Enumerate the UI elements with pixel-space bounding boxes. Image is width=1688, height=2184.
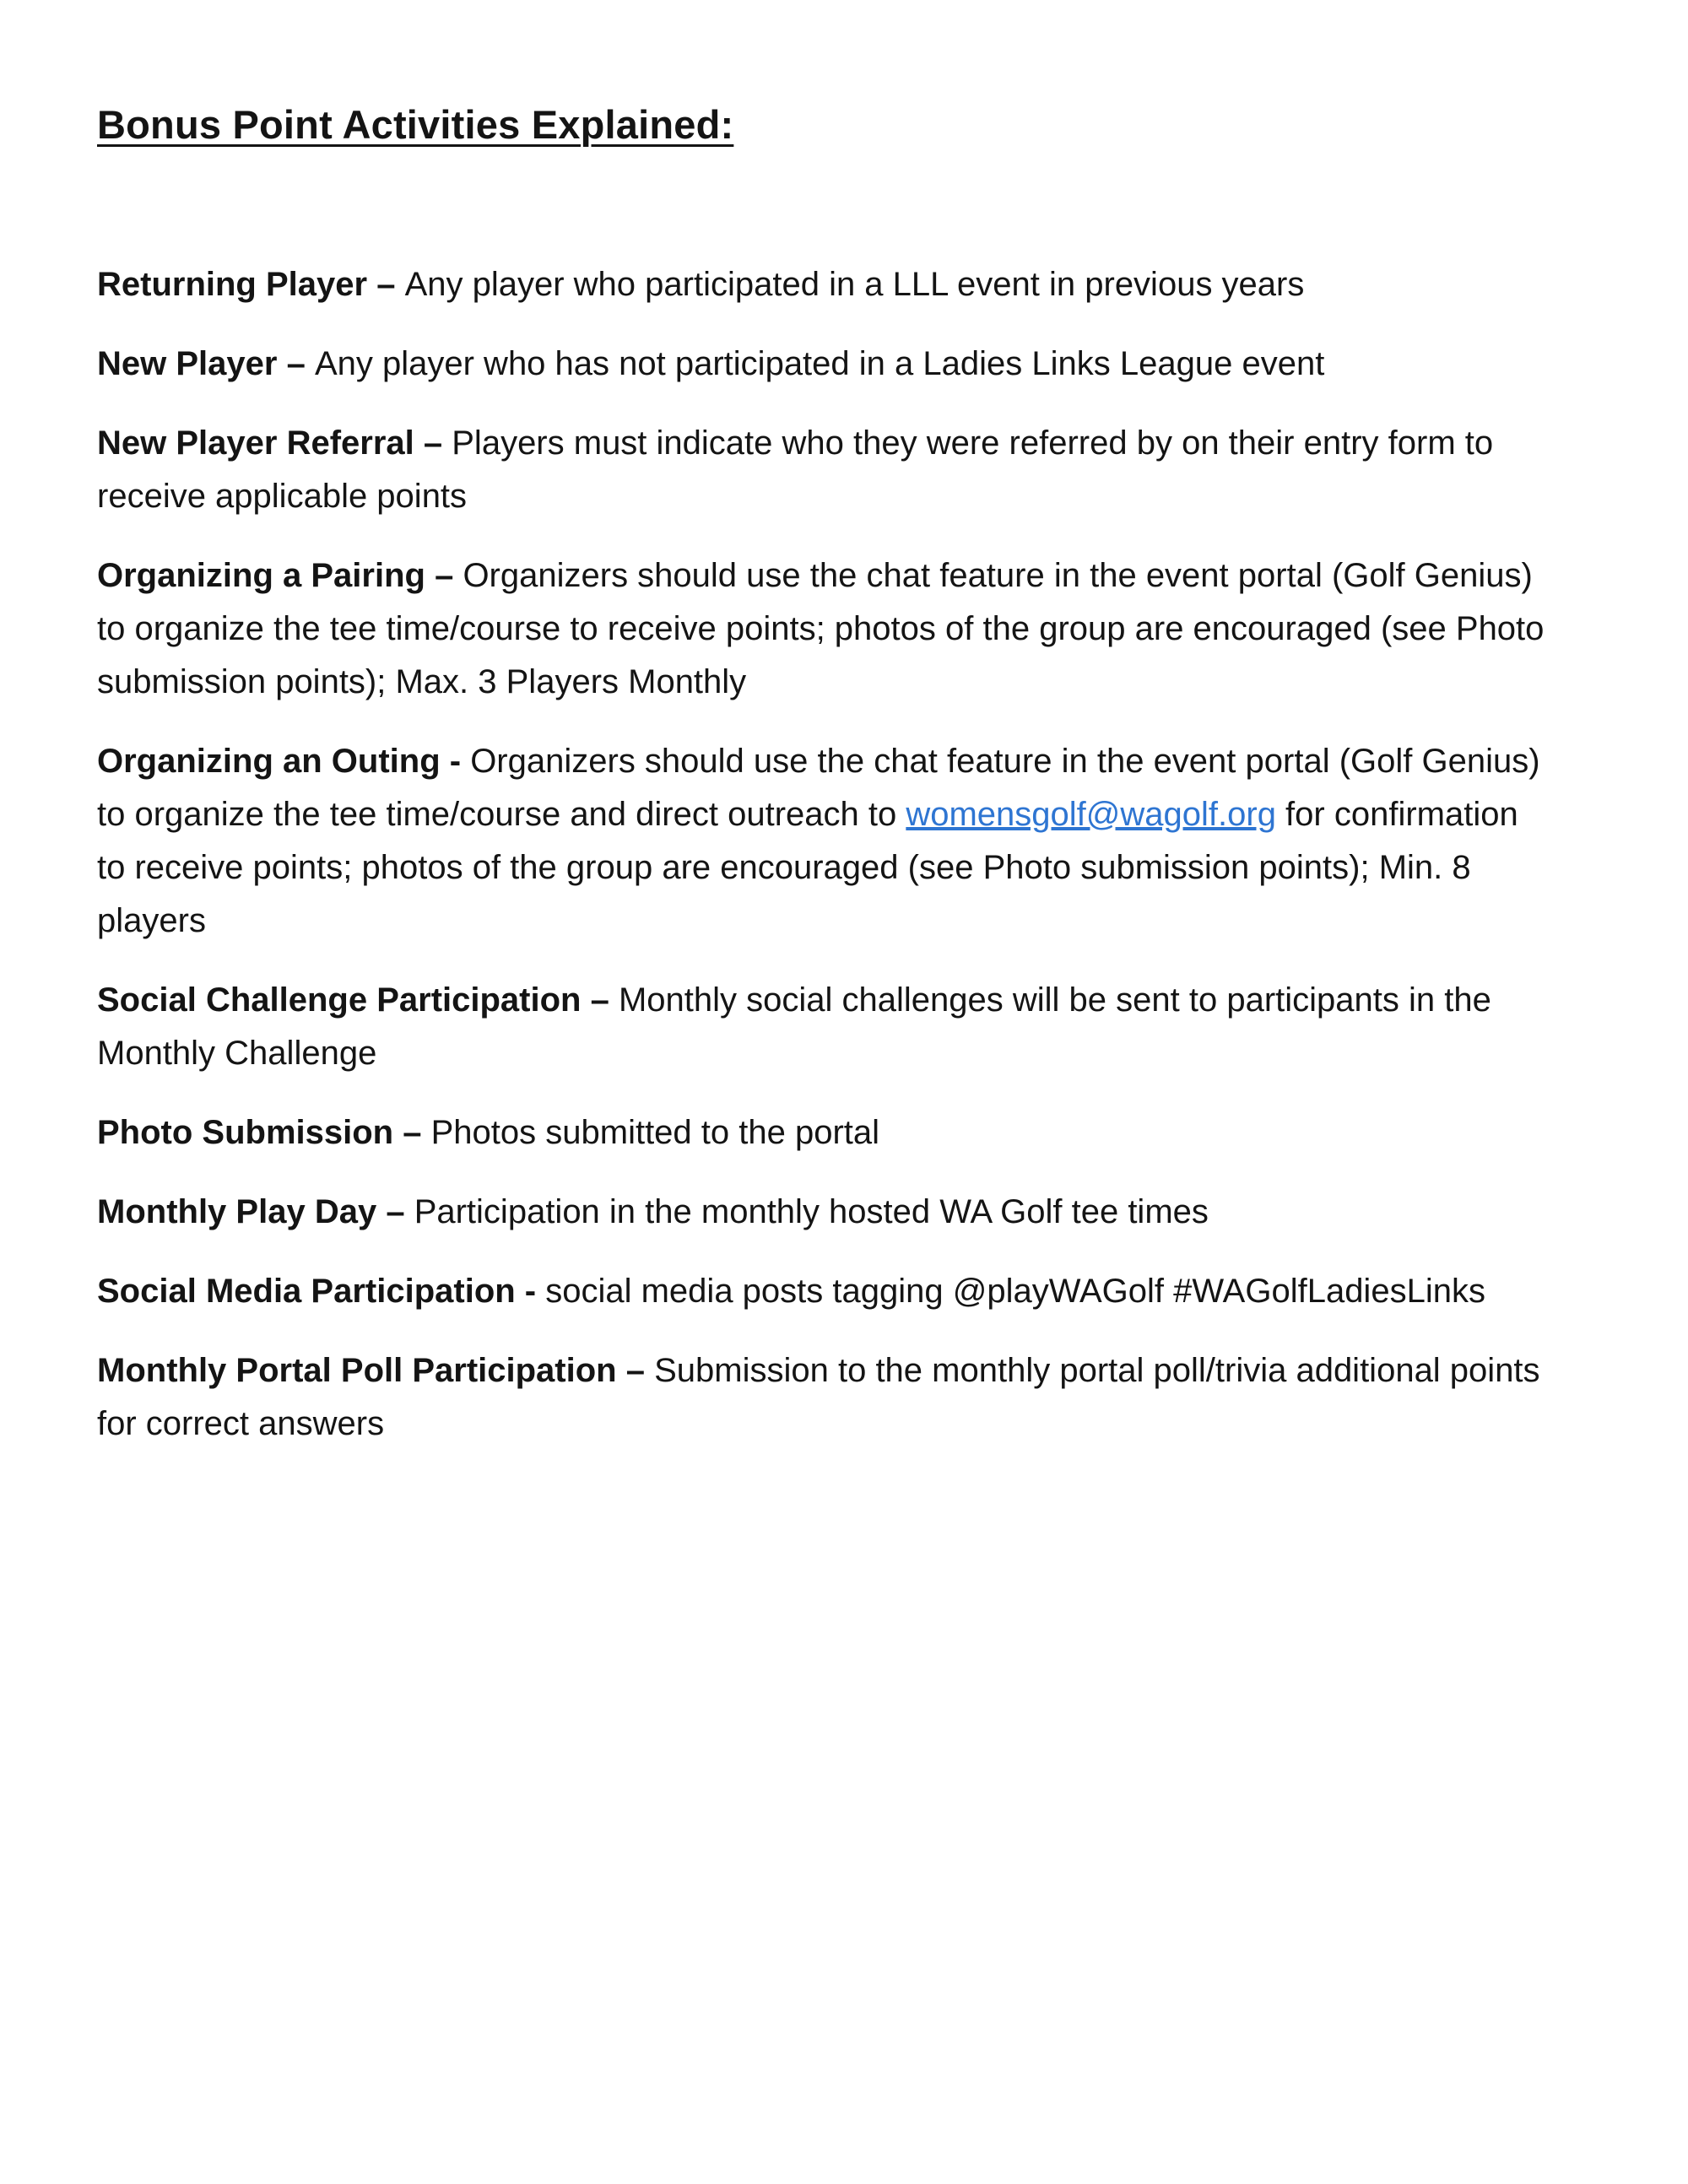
term-label: Social Media Participation [97,1273,516,1310]
paragraph-social-media-participation [97,1265,1552,1318]
term-label: Monthly Portal Poll Participation [97,1352,617,1389]
term-definition: Monthly social challenges will be sent to participants in the Monthly Challenge [97,981,1491,1072]
paragraph-social-challenge-participation [97,974,1552,1080]
term-definition: Submission to the monthly portal poll/trivia additional points for correct answers [97,1352,1540,1442]
email-link[interactable]: womensgolf@wagolf.org [906,796,1276,833]
term-separator: – [393,1114,431,1151]
term-definition-before-link: Organizers should use the chat feature in the event portal (Golf Genius) to organize the tee time/course and direct outreach to [97,743,1540,833]
term-label: Social Challenge Participation [97,981,582,1019]
term-definition: Any player who has not participated in a Ladies Links League event [314,345,1325,382]
paragraph-monthly-portal-poll-participation [97,1344,1552,1451]
term-separator: – [367,266,405,303]
paragraph-new-player [97,338,1552,391]
paragraph-new-player-referral [97,417,1552,523]
term-label: Returning Player [97,266,368,303]
paragraph-photo-submission [97,1106,1552,1160]
term-label: Photo Submission [97,1114,394,1151]
term-separator: – [616,1352,655,1389]
paragraph-returning-player [97,258,1552,311]
term-label: New Player [97,345,278,382]
term-label: New Player Referral [97,424,414,462]
term-definition: Organizers should use the chat feature in the event portal (Golf Genius) to organize the tee time/course to receive points; photos of the group are encouraged (see Photo submission points); Max. 3 Players Monthly [97,557,1545,700]
paragraph-monthly-play-day [97,1186,1552,1239]
term-separator: - [440,743,471,780]
term-separator: – [376,1193,414,1230]
term-definition: Any player who participated in a LLL event in previous years [404,266,1305,303]
term-definition-after-link: for confirmation to receive points; photos of the group are encouraged (see Photo submission points); Min. 8 players [97,796,1518,939]
document-content [97,100,1552,1451]
term-separator: – [277,345,315,382]
term-separator: – [425,557,463,594]
term-label: Organizing an Outing [97,743,441,780]
term-label: Monthly Play Day [97,1193,377,1230]
term-separator: – [581,981,619,1019]
term-definition: Photos submitted to the portal [430,1114,880,1151]
term-label: Organizing a Pairing [97,557,425,594]
paragraph-organizing-an-outing [97,735,1552,948]
page-title: Bonus Point Activities Explained: [97,102,734,147]
paragraph-organizing-a-pairing [97,549,1552,709]
term-definition: social media posts tagging @playWAGolf #WAGolfLadiesLinks [545,1273,1485,1310]
term-separator: – [414,424,452,462]
term-separator: - [515,1273,546,1310]
term-definition: Participation in the monthly hosted WA Golf tee times [414,1193,1209,1230]
term-definition: Players must indicate who they were referred by on their entry form to receive applicable points [97,424,1494,515]
